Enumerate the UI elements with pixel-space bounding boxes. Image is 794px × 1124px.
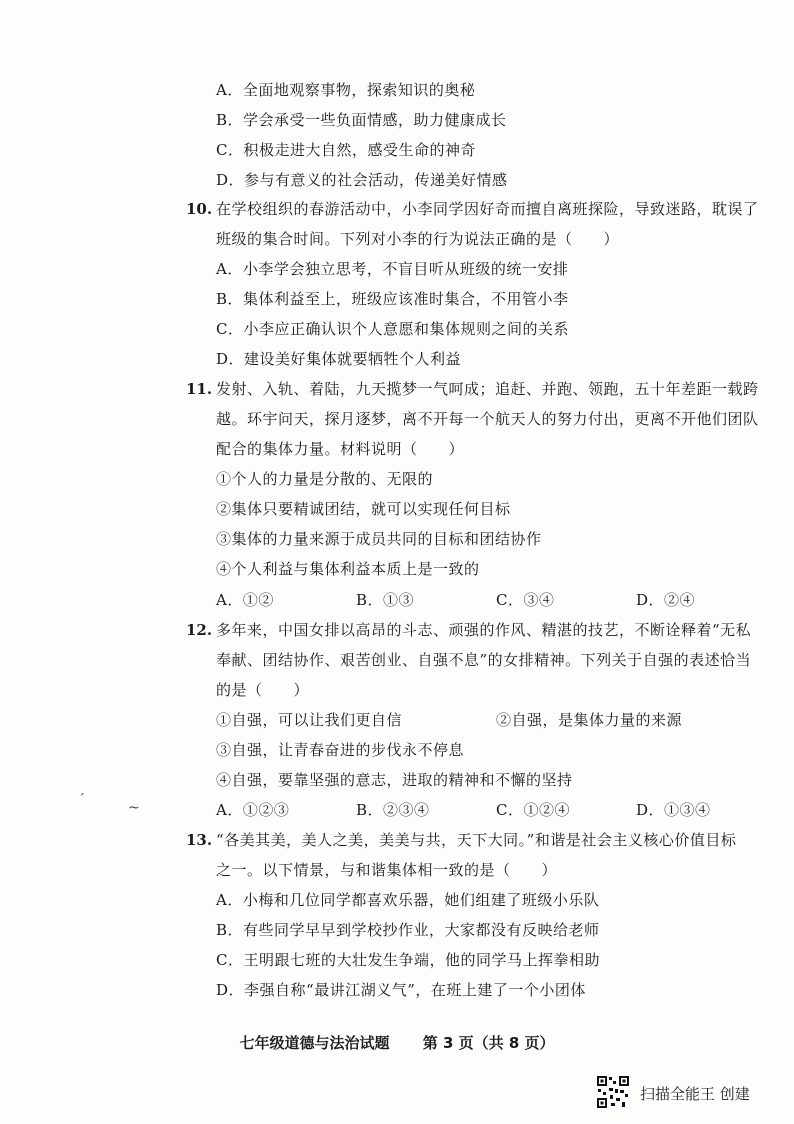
footer-page-number: 第 3 页（共 8 页） [422, 1034, 555, 1052]
q11-stem-line-1: 发射、入轨、着陆，九天揽梦一气呵成；追赶、并跑、领跑，五十年差距一载跨 [216, 380, 759, 398]
q13-number: 13. [186, 831, 213, 849]
q13-stem-line-1: “各美其美，美人之美，美美与共，天下大同。”和谐是社会主义核心价值目标 [216, 831, 737, 849]
q12-statement-1: ①自强，可以让我们更自信 [216, 711, 403, 729]
q12-stem-line-2: 奉献、团结协作、艰苦创业、自强不息”的女排精神。下列关于自强的表述恰当 [216, 651, 752, 669]
q13-option-d: D．李强自称“最讲江湖义气”，在班上建了一个小团体 [216, 981, 586, 999]
q13-option-b: B．有些同学早早到学校抄作业，大家都没有反映给老师 [216, 921, 600, 939]
q11-choice-b: B．①③ [356, 591, 415, 609]
scanner-watermark [596, 1075, 786, 1115]
q13-stem-line-2: 之一。以下情景，与和谐集体相一致的是（ ） [216, 861, 558, 879]
q10-number: 10. [186, 200, 213, 218]
page-footer [0, 1032, 794, 1053]
q12-statement-2: ②自强，是集体力量的来源 [496, 711, 683, 729]
q10-stem-line-1: 在学校组织的春游活动中，小李同学因好奇而擅自离班探险，导致迷路，耽误了 [216, 200, 759, 218]
q12-choice-d: D．①③④ [636, 801, 711, 819]
q13-option-a: A．小梅和几位同学都喜欢乐器，她们组建了班级小乐队 [216, 891, 600, 909]
scan-mark: ˊ [78, 792, 85, 808]
q11-choice-c: C．③④ [496, 591, 555, 609]
q12-number: 12. [186, 621, 213, 639]
q10-option-d: D．建设美好集体就要牺牲个人利益 [216, 350, 462, 368]
q10-option-a: A．小李学会独立思考，不盲目听从班级的统一安排 [216, 260, 569, 278]
q11-stem-line-3: 配合的集体力量。材料说明（ ） [216, 440, 465, 458]
q9-option-b: B．学会承受一些负面情感，助力健康成长 [216, 111, 507, 129]
scanner-brand-text: 扫描全能王 创建 [640, 1085, 750, 1103]
footer-subject: 七年级道德与法治试题 [239, 1034, 390, 1052]
q12-stem-line-1: 多年来，中国女排以高昂的斗志、顽强的作风、精湛的技艺，不断诠释着“无私 [216, 621, 752, 639]
qr-code-icon [596, 1075, 630, 1109]
q11-choice-a: A．①② [216, 591, 274, 609]
q10-option-b: B．集体利益至上，班级应该准时集合，不用管小李 [216, 290, 569, 308]
q9-option-a: A．全面地观察事物，探索知识的奥秘 [216, 81, 476, 99]
q11-stem-line-2: 越。环宇问天，探月逐梦，离不开每一个航天人的努力付出，更离不开他们团队 [216, 410, 759, 428]
q12-choice-c: C．①②④ [496, 801, 570, 819]
q11-number: 11. [186, 380, 213, 398]
q11-statement-4: ④个人利益与集体利益本质上是一致的 [216, 560, 480, 578]
q12-statement-3: ③自强，让青春奋进的步伐永不停息 [216, 741, 465, 759]
q11-statement-1: ①个人的力量是分散的、无限的 [216, 470, 434, 488]
q12-stem-line-3: 的是（ ） [216, 681, 310, 699]
q9-option-d: D．参与有意义的社会活动，传递美好情感 [216, 171, 508, 189]
q10-stem-line-2: 班级的集合时间。下列对小李的行为说法正确的是（ ） [216, 230, 620, 248]
q12-choice-b: B．②③④ [356, 801, 430, 819]
scan-mark: ~ [128, 800, 140, 816]
q13-option-c: C．王明跟七班的大壮发生争端，他的同学马上挥拳相助 [216, 951, 600, 969]
q11-statement-3: ③集体的力量来源于成员共同的目标和团结协作 [216, 530, 542, 548]
q12-statement-4: ④自强，要靠坚强的意志，进取的精神和不懈的坚持 [216, 771, 573, 789]
q10-option-c: C．小李应正确认识个人意愿和集体规则之间的关系 [216, 320, 569, 338]
q11-statement-2: ②集体只要精诚团结，就可以实现任何目标 [216, 500, 511, 518]
q11-choice-d: D．②④ [636, 591, 696, 609]
q9-option-c: C．积极走进大自然，感受生命的神奇 [216, 141, 476, 159]
q12-choice-a: A．①②③ [216, 801, 290, 819]
